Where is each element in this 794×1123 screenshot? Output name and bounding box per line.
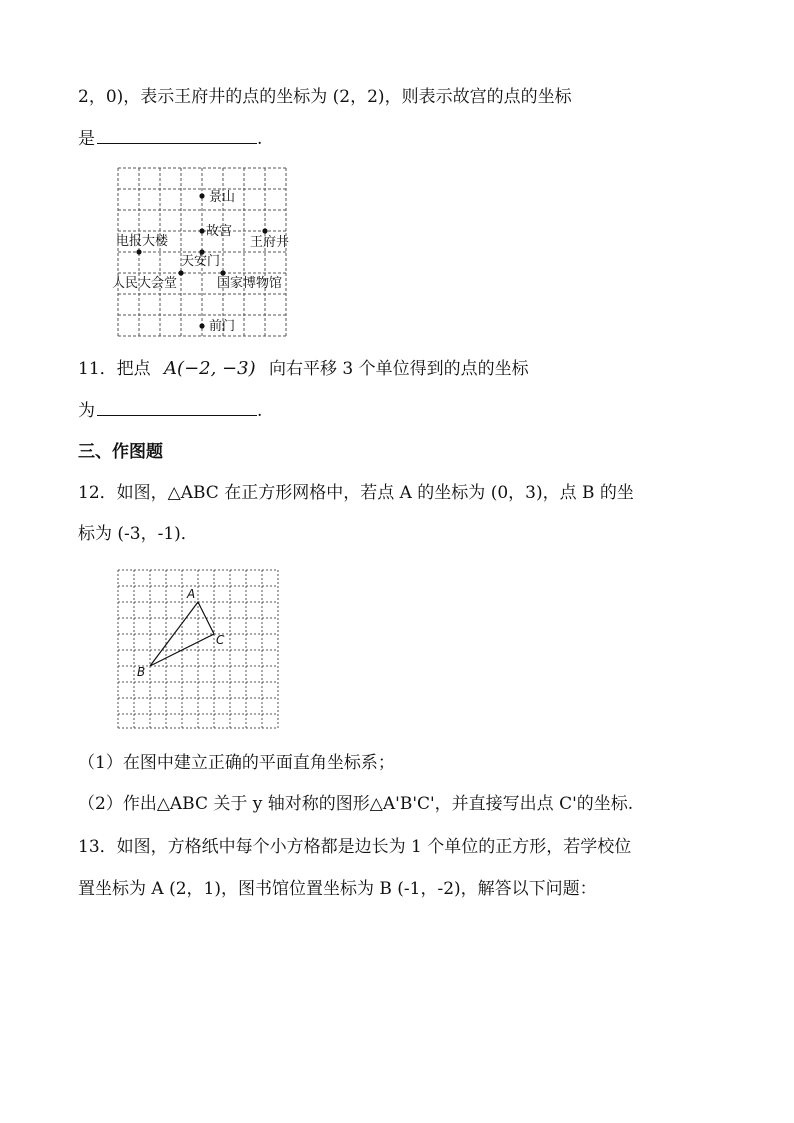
q12-sub1: （1）在图中建立正确的平面直角坐标系； — [78, 753, 395, 773]
q10-line2-suffix: . — [257, 129, 263, 149]
q13-line1: 13．如图，方格纸中每个小方格都是边长为 1 个单位的正方形，若学校位 — [78, 837, 632, 857]
q11-line1 — [78, 358, 529, 380]
q12-line1: 12．如图，△ABC 在正方形网格中，若点 A 的坐标为 (0，3)，点 B 的坐 — [78, 483, 634, 503]
map-point-guojia — [220, 270, 225, 275]
q10-answer-blank[interactable] — [97, 129, 257, 144]
map-label-tiananmen: 天安门 — [181, 254, 221, 269]
map-label-qianmen: 前门 — [209, 319, 236, 334]
q11-line2 — [78, 400, 262, 422]
section-title: 三、作图题 — [78, 442, 163, 462]
map-label-renmin: 人民大会堂 — [112, 276, 178, 291]
map-point-renmin — [178, 270, 183, 275]
q11-line2-prefix: 为 — [78, 401, 95, 421]
map-label-wangfujing: 王府井 — [250, 235, 290, 250]
q11-suffix: 向右平移 3 个单位得到的点的坐标 — [269, 359, 529, 379]
map-point-wangfujing — [262, 228, 267, 233]
map-point-gugong — [199, 228, 204, 233]
map-point-jingshan — [199, 193, 204, 198]
q13-line2: 置坐标为 A (2，1)，图书馆位置坐标为 B (-1，-2)，解答以下问题： — [78, 879, 597, 899]
map-label-jingshan: 景山 — [209, 190, 236, 205]
map-label-dianbao: 电报大楼 — [116, 234, 169, 249]
q11-answer-blank[interactable] — [97, 401, 257, 416]
q11-prefix: 11．把点 — [78, 359, 151, 379]
q12-sub2: （2）作出△ABC 关于 y 轴对称的图形△A'B'C'，并直接写出点 C'的坐标. — [78, 794, 634, 814]
triangle-label-a: A — [187, 587, 196, 601]
q11-point: A(−2, −3) — [164, 358, 256, 379]
triangle-label-b: B — [137, 665, 146, 679]
map-label-guojia: 国家博物馆 — [217, 276, 283, 291]
triangle-grid-figure — [112, 566, 284, 732]
map-point-dianbao — [136, 249, 141, 254]
map-point-qianmen — [199, 323, 204, 328]
q11-line2-suffix: . — [257, 401, 263, 421]
triangle-label-c: C — [216, 633, 225, 647]
q10-line2-prefix: 是 — [78, 129, 95, 149]
map-label-gugong: 故宫 — [206, 224, 233, 239]
map-grid-figure — [110, 162, 296, 342]
q10-line2 — [78, 128, 262, 150]
q10-line1: 2，0)，表示王府井的点的坐标为 (2，2)，则表示故宫的点的坐标 — [78, 87, 572, 107]
q12-line2: 标为 (-3，-1)． — [78, 524, 198, 544]
